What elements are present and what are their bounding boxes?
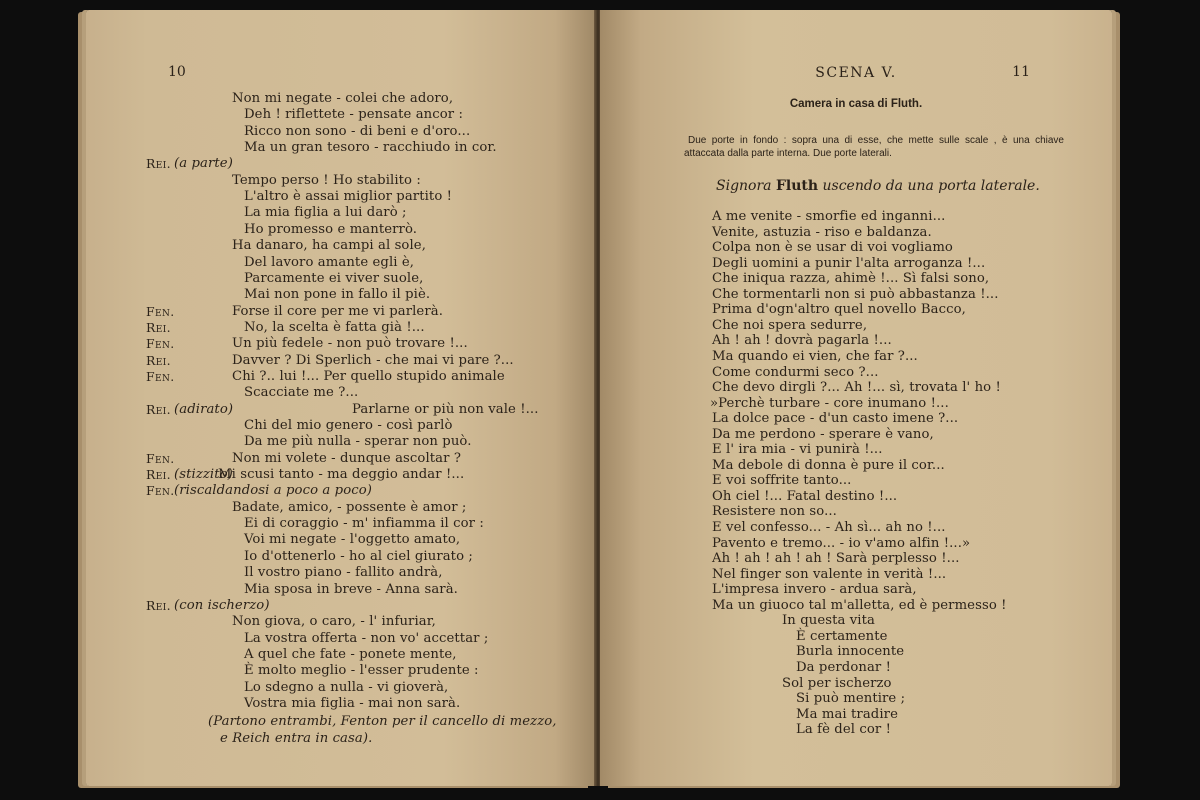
verse-line: Mia sposa in breve - Anna sarà. bbox=[244, 581, 458, 597]
verse-line: Un più fedele - non può trovare !... bbox=[232, 336, 468, 352]
verse-line: Burla innocente bbox=[796, 644, 905, 660]
verse-line: Sol per ischerzo bbox=[782, 675, 892, 691]
verse-line: Venite, astuzia - riso e baldanza. bbox=[712, 224, 932, 240]
verse-line: Ah ! ah ! ah ! ah ! Sarà perplesso !... bbox=[712, 551, 960, 567]
stage-direction-line: (Partono entrambi, Fenton per il cancello di mezzo, bbox=[208, 714, 557, 730]
verse-line: È certamente bbox=[796, 628, 888, 644]
verse-line: L'impresa invero - ardua sarà, bbox=[712, 582, 917, 598]
verse-line: A me venite - smorfie ed inganni... bbox=[712, 209, 946, 224]
verse-line: Non mi negate - colei che adoro, bbox=[232, 91, 454, 106]
verse-line: Colpa non è se usar di voi vogliamo bbox=[712, 240, 953, 256]
verse-line: Ho promesso e manterrò. bbox=[244, 221, 418, 237]
stage-direction-line: e Reich entra in casa). bbox=[220, 730, 373, 746]
verse-line: Nel finger son valente in verità !... bbox=[712, 566, 947, 582]
verse-line: Mi scusi tanto - ma deggio andar !... bbox=[218, 467, 465, 483]
verse-line: Il vostro piano - fallito andrà, bbox=[244, 565, 443, 581]
scene-title: SCENA V. bbox=[815, 65, 897, 81]
verse-line: Ah ! ah ! dovrà pagarla !... bbox=[712, 333, 892, 349]
scene-setting: Camera in casa di Fluth. bbox=[789, 98, 923, 110]
verse-line: Come condurmi seco ?... bbox=[712, 364, 879, 380]
verse-line: Ma mai tradire bbox=[796, 706, 898, 722]
stage-heading bbox=[716, 178, 1040, 194]
verse-line: Da me più nulla - sperar non può. bbox=[244, 434, 472, 450]
speaker-label: Rei. bbox=[146, 319, 171, 335]
verse-line: Parlarne or più non vale !... bbox=[352, 401, 539, 417]
verse-line: La fè del cor ! bbox=[796, 722, 891, 738]
verse-line: È molto meglio - l'esser prudente : bbox=[244, 663, 479, 679]
verse-line: Si può mentire ; bbox=[796, 691, 906, 707]
verse-line: Ma un gran tesoro - racchiudo in cor. bbox=[244, 140, 497, 156]
verse-line: Ma quando ei vien, che far ?... bbox=[712, 348, 918, 364]
verse-line: Badate, amico, - possente è amor ; bbox=[232, 499, 467, 515]
verse-line: A quel che fate - ponete mente, bbox=[244, 646, 457, 662]
verse-line: Degli uomini a punir l'alta arroganza !... bbox=[712, 255, 986, 271]
speaker-label: Fen. bbox=[146, 303, 175, 319]
character-name: Fluth bbox=[775, 178, 819, 194]
stage-heading-pre: Signora bbox=[716, 178, 772, 194]
verse-line: E l' ira mia - vi punirà !... bbox=[712, 442, 883, 458]
verse-line: Lo sdegno a nulla - vi gioverà, bbox=[244, 679, 449, 695]
speaker-label: Fen. bbox=[146, 336, 175, 352]
verse-line: Ricco non sono - di beni e d'oro... bbox=[244, 123, 471, 139]
verse-line: Tempo perso ! Ho stabilito : bbox=[232, 172, 421, 188]
verse-line: E voi soffrite tanto... bbox=[712, 473, 852, 489]
verse-line: Che iniqua razza, ahimè !... Sì falsi sono, bbox=[712, 271, 990, 287]
right-page bbox=[600, 10, 1112, 786]
verse-line: Deh ! riflettete - pensate ancor : bbox=[244, 107, 464, 123]
verse-line: Ma debole di donna è pure il cor... bbox=[712, 457, 945, 473]
verse-line: Che noi spera sedurre, bbox=[712, 317, 868, 333]
verse-line: Non giova, o caro, - l' infuriar, bbox=[232, 614, 436, 630]
page-number: 11 bbox=[1012, 64, 1030, 80]
speaker-label: Rei. bbox=[146, 156, 171, 172]
setting-description: Due porte in fondo : sopra una di esse, che mette sulle scale , è una chiave attaccata dalla parte interna. Due porte laterali. bbox=[684, 135, 1064, 159]
verse-line: No, la scelta è fatta già !... bbox=[244, 319, 425, 335]
verse-line: Ma un giuoco tal m'alletta, ed è permesso ! bbox=[712, 597, 1007, 613]
verse-line: Prima d'ogn'altro quel novello Bacco, bbox=[712, 302, 966, 318]
verse-line: Pavento e tremo... - io v'amo alfin !...» bbox=[712, 535, 971, 551]
verse-line: Io d'ottenerlo - ho al ciel giurato ; bbox=[244, 548, 473, 564]
verse-line: Voi mi negate - l'oggetto amato, bbox=[244, 532, 461, 548]
verse-line: Che devo dirgli ?... Ah !... sì, trovata l' ho ! bbox=[712, 380, 1001, 396]
speaker-label: Rei. bbox=[146, 352, 171, 368]
page-number: 10 bbox=[168, 64, 186, 80]
verse-line: Ei di coraggio - m' infiamma il cor : bbox=[244, 516, 484, 532]
stage-note: (a parte) bbox=[174, 156, 233, 172]
verse-line: Del lavoro amante egli è, bbox=[244, 254, 415, 270]
speaker-label: Rei. bbox=[146, 597, 171, 613]
stage-heading-post: uscendo da una porta laterale. bbox=[822, 178, 1040, 194]
speaker-label: Fen. bbox=[146, 450, 175, 466]
verse-line: Non mi volete - dunque ascoltar ? bbox=[232, 450, 461, 466]
verse-line: Mai non pone in fallo il piè. bbox=[244, 287, 431, 303]
verse-line: Forse il core per me vi parlerà. bbox=[232, 303, 443, 319]
verse-line: La vostra offerta - non vo' accettar ; bbox=[244, 630, 489, 646]
verse-line: La dolce pace - d'un casto imene ?... bbox=[712, 411, 959, 427]
verse-line: Da perdonar ! bbox=[796, 659, 892, 675]
verse-line: Vostra mia figlia - mai non sarà. bbox=[244, 695, 461, 711]
stage-note: (con ischerzo) bbox=[174, 597, 270, 613]
speaker-label: Fen. bbox=[146, 483, 175, 499]
left-page bbox=[86, 10, 596, 786]
open-book bbox=[78, 10, 1120, 786]
verse-line: Davver ? Di Sperlich - che mai vi pare ?... bbox=[232, 352, 514, 368]
verse-line: Chi del mio genero - così parlò bbox=[244, 418, 453, 433]
verse-line: »Perchè turbare - core inumano !... bbox=[710, 395, 949, 411]
verse-line: La mia figlia a lui darò ; bbox=[244, 205, 407, 221]
speaker-label: Rei. bbox=[146, 467, 171, 483]
speaker-label: Fen. bbox=[146, 368, 175, 384]
verse-line: Parcamente ei viver suole, bbox=[244, 270, 424, 286]
verse-line: Resistere non so... bbox=[712, 504, 837, 520]
stage-note: (adirato) bbox=[174, 401, 234, 417]
verse-line: Oh ciel !... Fatal destino !... bbox=[712, 488, 898, 504]
verse-line: Che tormentarli non si può abbastanza !... bbox=[712, 286, 999, 302]
verse-line: In questa vita bbox=[782, 613, 875, 629]
speaker-label: Rei. bbox=[146, 401, 171, 417]
stage-note: (stizzito) bbox=[174, 467, 233, 483]
verse-line: Scacciate me ?... bbox=[244, 385, 359, 401]
verse-line: Chi ?.. lui !... Per quello stupido animale bbox=[232, 368, 505, 384]
verse-line: L'altro è assai miglior partito ! bbox=[244, 189, 453, 205]
stage-note: (riscaldandosi a poco a poco) bbox=[174, 483, 373, 499]
verse-line: Da me perdono - sperare è vano, bbox=[712, 426, 934, 442]
verse-line: Ha danaro, ha campi al sole, bbox=[232, 238, 426, 254]
verse-line: E vel confesso... - Ah sì... ah no !... bbox=[712, 520, 946, 535]
